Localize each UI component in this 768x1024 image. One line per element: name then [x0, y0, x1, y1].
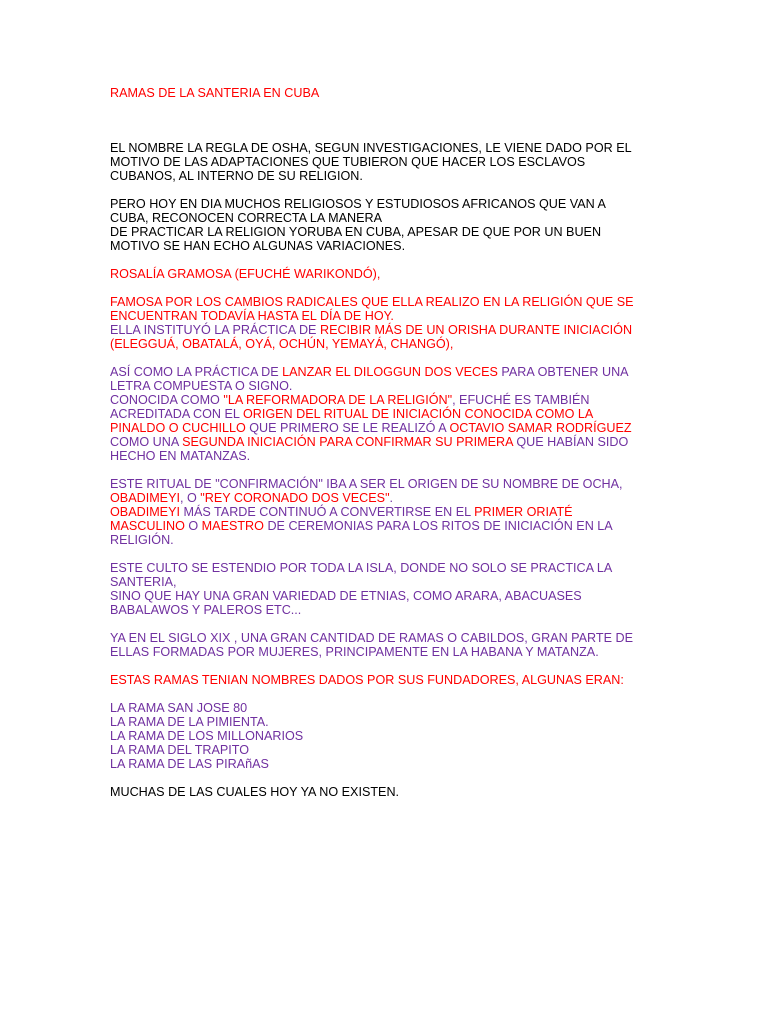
text-line [110, 421, 658, 435]
text-line [110, 169, 658, 183]
text-run: OBADIMEYI [110, 505, 180, 519]
text-run: RELIGIÓN. [110, 533, 174, 547]
text-run: PINALDO O CUCHILLO [110, 421, 246, 435]
text-run: FAMOSA POR LOS CAMBIOS RADICALES QUE ELLA REALIZO EN LA RELIGIÓN QUE SE [110, 295, 634, 309]
paragraph [110, 785, 658, 799]
text-run: MOTIVO DE LAS ADAPTACIONES QUE TUBIERON QUE HACER LOS ESCLAVOS [110, 155, 586, 169]
text-run: LA RAMA DE LA PIMIENTA. [110, 715, 269, 729]
text-line [110, 225, 658, 239]
text-run: CONOCIDA COMO [110, 393, 224, 407]
text-line [110, 323, 658, 337]
text-run: PRIMER ORIATÉ [474, 505, 573, 519]
text-line [110, 155, 658, 169]
text-line [110, 365, 658, 379]
text-line [110, 295, 658, 309]
text-run: ACREDITADA CON EL [110, 407, 243, 421]
text-run: OCTAVIO SAMAR RODRÍGUEZ [449, 421, 632, 435]
text-run: MÁS TARDE CONTINUÓ A CONVERTIRSE EN EL [179, 505, 475, 519]
text-line [110, 701, 658, 715]
text-run: CUBA, RECONOCEN CORRECTA LA MANERA [110, 211, 382, 225]
text-run: SINO QUE HAY UNA GRAN VARIEDAD DE ETNIAS, COMO ARARA, ABACUASES [110, 589, 582, 603]
paragraph [110, 141, 658, 183]
text-line [110, 589, 658, 603]
text-line [110, 435, 658, 449]
text-run: DE PRACTICAR LA RELIGION YORUBA EN CUBA, APESAR DE QUE POR UN BUEN [110, 225, 602, 239]
paragraph [110, 701, 658, 771]
text-run: ENCUENTRAN TODAVÍA HASTA EL DÍA DE HOY. [110, 309, 394, 323]
text-line [110, 673, 658, 687]
text-line [110, 491, 658, 505]
text-line [110, 785, 658, 799]
text-line [110, 729, 658, 743]
text-run: LETRA COMPUESTA O SIGNO. [110, 379, 293, 393]
text-line [110, 757, 658, 771]
text-run: MOTIVO SE HAN ECHO ALGUNAS VARIACIONES. [110, 239, 406, 253]
paragraph [110, 561, 658, 617]
text-run: O [184, 519, 202, 533]
text-run: SEGUNDA INICIACIÓN PARA CONFIRMAR SU PRIMERA [182, 435, 513, 449]
text-run: LA RAMA DE LAS PIRAñAS [110, 757, 269, 771]
text-line [110, 519, 658, 533]
text-run: MAESTRO [201, 519, 264, 533]
text-run: ASÍ COMO LA PRÁCTICA DE [110, 365, 283, 379]
text-run: ESTE RITUAL DE "CONFIRMACIÓN" IBA A SER EL ORIGEN DE SU NOMBRE DE OCHA, [110, 477, 623, 491]
text-run: EL NOMBRE LA REGLA DE OSHA, SEGUN INVESTIGACIONES, LE VIENE DADO POR EL [110, 141, 632, 155]
text-run: BABALAWOS Y PALEROS ETC... [110, 603, 302, 617]
text-run: PARA OBTENER UNA [497, 365, 629, 379]
text-run: LA RAMA DEL TRAPITO [110, 743, 250, 757]
text-run: MASCULINO [110, 519, 185, 533]
text-run: . [389, 491, 394, 505]
text-line [110, 239, 658, 253]
text-run: ELLAS FORMADAS POR MUJERES, PRINCIPAMENTE EN LA HABANA Y MATANZA. [110, 645, 599, 659]
text-run: QUE HABÍAN SIDO [512, 435, 629, 449]
text-line [110, 645, 658, 659]
text-line [110, 449, 658, 463]
paragraph [110, 267, 658, 281]
text-run: ESTAS RAMAS TENIAN NOMBRES DADOS POR SUS FUNDADORES, ALGUNAS ERAN: [110, 673, 624, 687]
text-run: LA RAMA DE LOS MILLONARIOS [110, 729, 304, 743]
text-run: YA EN EL SIGLO XIX , UNA GRAN CANTIDAD DE RAMAS O CABILDOS, GRAN PARTE DE [110, 631, 633, 645]
text-run: (ELEGGUÁ, OBATALÁ, OYÁ, OCHÚN, YEMAYÁ, CHANGÓ), [110, 337, 454, 351]
paragraph [110, 365, 658, 463]
paragraph [110, 631, 658, 659]
text-line [110, 561, 658, 575]
text-run: PERO HOY EN DIA MUCHOS RELIGIOSOS Y ESTUDIOSOS AFRICANOS QUE VAN A [110, 197, 606, 211]
text-line [110, 715, 658, 729]
text-line [110, 211, 658, 225]
text-line [110, 505, 658, 519]
text-line [110, 477, 658, 491]
text-line [110, 141, 658, 155]
text-line [110, 309, 658, 323]
text-line [110, 379, 658, 393]
text-line [110, 575, 658, 589]
text-run: RECIBIR MÁS DE UN ORISHA DURANTE INICIACIÓN [319, 323, 633, 337]
text-line [110, 743, 658, 757]
text-run: DE CEREMONIAS PARA LOS RITOS DE INICIACIÓN EN LA [263, 519, 613, 533]
text-run: OBADIMEYI [110, 491, 180, 505]
paragraph [110, 295, 658, 351]
text-line [110, 603, 658, 617]
paragraph [110, 673, 658, 687]
document-title: RAMAS DE LA SANTERIA EN CUBA [110, 86, 320, 100]
text-run: ROSALÍA GRAMOSA (EFUCHÉ WARIKONDÓ), [110, 267, 381, 281]
text-run: ESTE CULTO SE ESTENDIO POR TODA LA ISLA, DONDE NO SOLO SE PRACTICA LA [110, 561, 613, 575]
text-run: ORIGEN DEL RITUAL DE INICIACIÓN CONOCIDA COMO LA [242, 407, 594, 421]
text-run: COMO UNA [110, 435, 183, 449]
text-line [110, 533, 658, 547]
text-run: , EFUCHÉ ES TAMBIÉN [452, 393, 590, 407]
text-run: MUCHAS DE LAS CUALES HOY YA NO EXISTEN. [110, 785, 400, 799]
text-run: SANTERIA, [110, 575, 177, 589]
text-line [110, 631, 658, 645]
text-run: ELLA INSTITUYÓ LA PRÁCTICA DE [110, 323, 320, 337]
text-run: HECHO EN MATANZAS. [110, 449, 251, 463]
text-line [110, 407, 658, 421]
text-line [110, 337, 658, 351]
text-run: CUBANOS, AL INTERNO DE SU RELIGION. [110, 169, 363, 183]
paragraph [110, 477, 658, 547]
text-run: LA RAMA SAN JOSE 80 [110, 701, 248, 715]
text-run: QUE PRIMERO SE LE REALIZÓ A [245, 421, 450, 435]
text-run: LANZAR EL DILOGGUN DOS VECES [282, 365, 498, 379]
text-run: , O [179, 491, 201, 505]
text-line [110, 393, 658, 407]
text-line [110, 197, 658, 211]
paragraph [110, 197, 658, 253]
text-line [110, 267, 658, 281]
text-run: "REY CORONADO DOS VECES" [200, 491, 390, 505]
text-run: "LA REFORMADORA DE LA RELIGIÓN" [223, 393, 453, 407]
